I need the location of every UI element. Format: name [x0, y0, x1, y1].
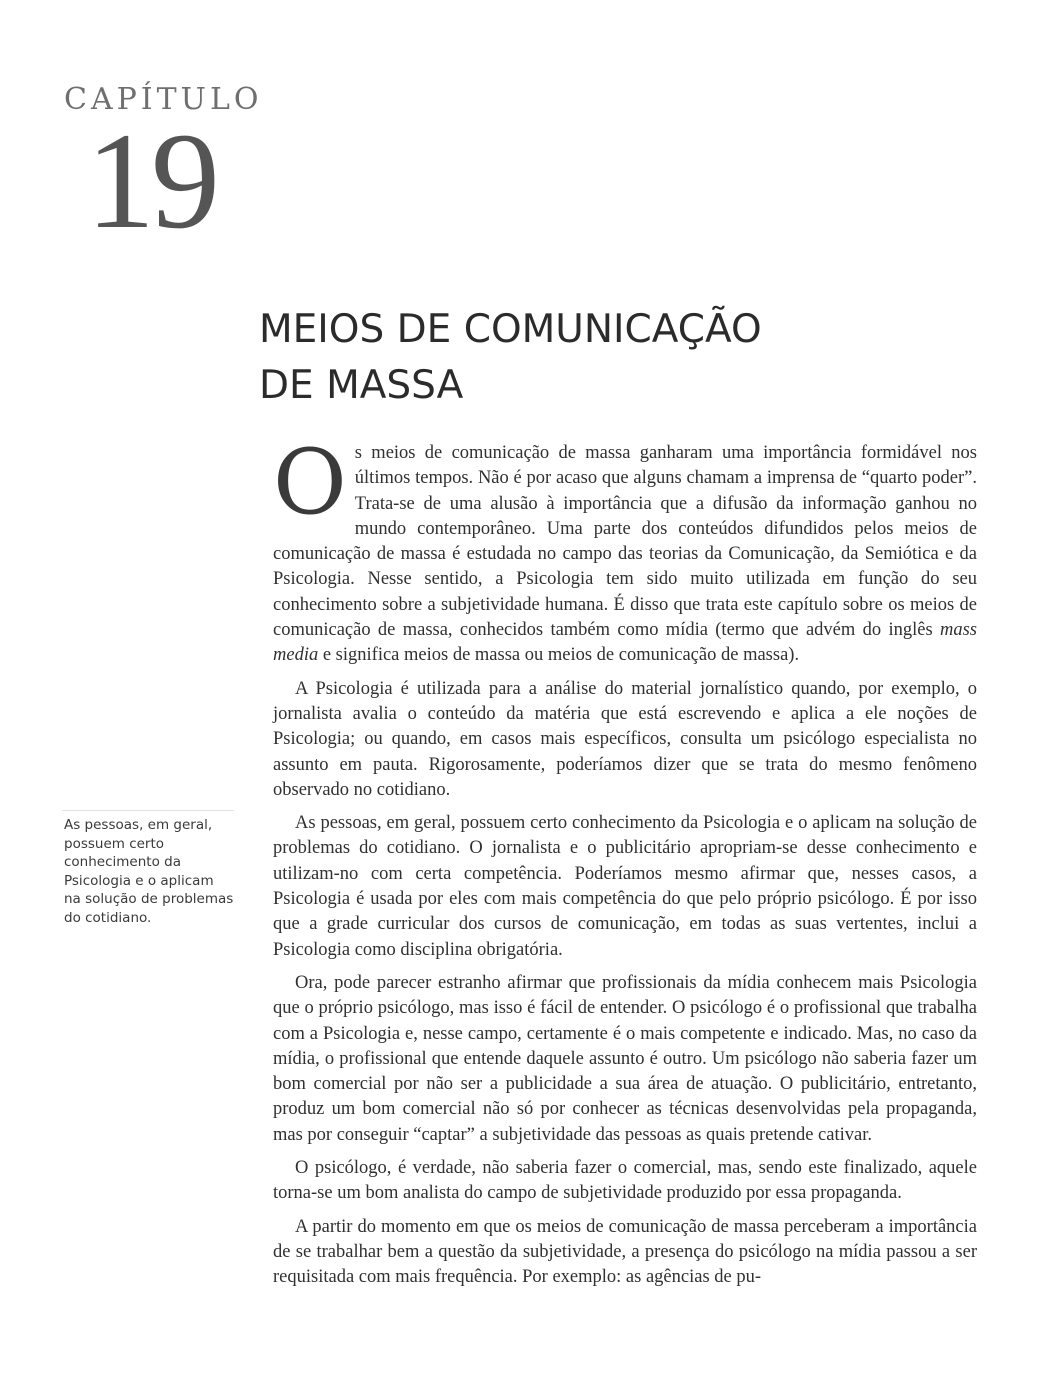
paragraph-4: Ora, pode parecer estranho afirmar que profissionais da mídia conhecem mais Psicologia que o próprio psicólogo, mas isso é fácil de entender. O psicólogo é o profissional que trabalha com a Psicologia e, nesse campo, certamente é o mais competente e indicado. Mas, no caso da mídia, o profissional que entende daquele assunto é outro. Um psicólogo não saberia fazer um bom comercial por não ser a publicidade a sua área de atuação. O publicitário, entretanto, produz um bom comercial não só por conhecer as técnicas desenvolvidas pela propaganda, mas por conseguir “captar” a subjetividade das pessoas as quais pretende cativar.: [273, 972, 977, 1145]
paragraph-1: [273, 430, 977, 669]
chapter-title-line-1: MEIOS DE COMUNICAÇÃO: [259, 307, 762, 352]
chapter-title-line-2: DE MASSA: [259, 363, 464, 408]
paragraph-1-emphasis: mass media: [273, 620, 977, 666]
body-text: [273, 430, 977, 1299]
paragraph-1-text-a: s meios de comunicação de massa ganharam uma importância formidável nos últimos tempos. Não é por acaso que alguns chamam a imprensa de “quarto poder”. Trata-se de uma alusão à importância que a difusão da informação ganhou no mundo contemporâneo. Uma parte dos conteúdos difundidos pelos meios de comunicação de massa é estudada no campo das teorias da Comunicação, da Semiótica e da Psicologia. Nesse sentido, a Psicologia tem sido muito utilizada em função do seu conhecimento sobre a subjetividade humana. É disso que trata este capítulo sobre os meios de comunicação de massa, conhecidos também como mídia (termo que advém do inglês: [273, 443, 977, 641]
margin-note: As pessoas, em geral, possuem certo conhecimento da Psicologia e o aplicam na solução de problemas do cotidiano.: [64, 817, 234, 926]
paragraph-5: O psicólogo, é verdade, não saberia fazer o comercial, mas, sendo este finalizado, aquele torna-se um bom analista do campo de subjetividade produzido por essa propaganda.: [273, 1158, 977, 1204]
paragraph-1-text-b: e significa meios de massa ou meios de comunicação de massa).: [318, 645, 800, 666]
sidenote-divider: [62, 810, 234, 811]
chapter-label: CAPÍTULO: [64, 82, 263, 117]
paragraph-2: A Psicologia é utilizada para a análise do material jornalístico quando, por exemplo, o jornalista avalia o conteúdo da matéria que está escrevendo e aplica a ele noções de Psicologia; ou quando, em casos mais específicos, consulta um psicólogo especialista no assunto em pauta. Rigorosamente, poderíamos dizer que se trata do mesmo fenômeno observado no cotidiano.: [273, 678, 977, 800]
paragraph-6: A partir do momento em que os meios de comunicação de massa perceberam a importância de se trabalhar bem a questão da subjetividade, a presença do psicólogo na mídia passou a ser requisitada com mais frequência. Por exemplo: as agências de pu-: [273, 1216, 977, 1288]
chapter-title: [259, 302, 762, 414]
chapter-number: 19: [86, 104, 216, 257]
paragraph-3: As pessoas, em geral, possuem certo conhecimento da Psicologia e o aplicam na solução de problemas do cotidiano. O jornalista e o publicitário apropriam-se desse conhecimento e utilizam-no com certa competência. Poderíamos mesmo afirmar que, nesses casos, a Psicologia é usada por eles com mais competência do que pelo próprio psicólogo. É por isso que a grade curricular dos cursos de comunicação, em todas as suas vertentes, inclui a Psicologia como disciplina obrigatória.: [273, 813, 977, 960]
drop-cap: O: [273, 430, 347, 535]
